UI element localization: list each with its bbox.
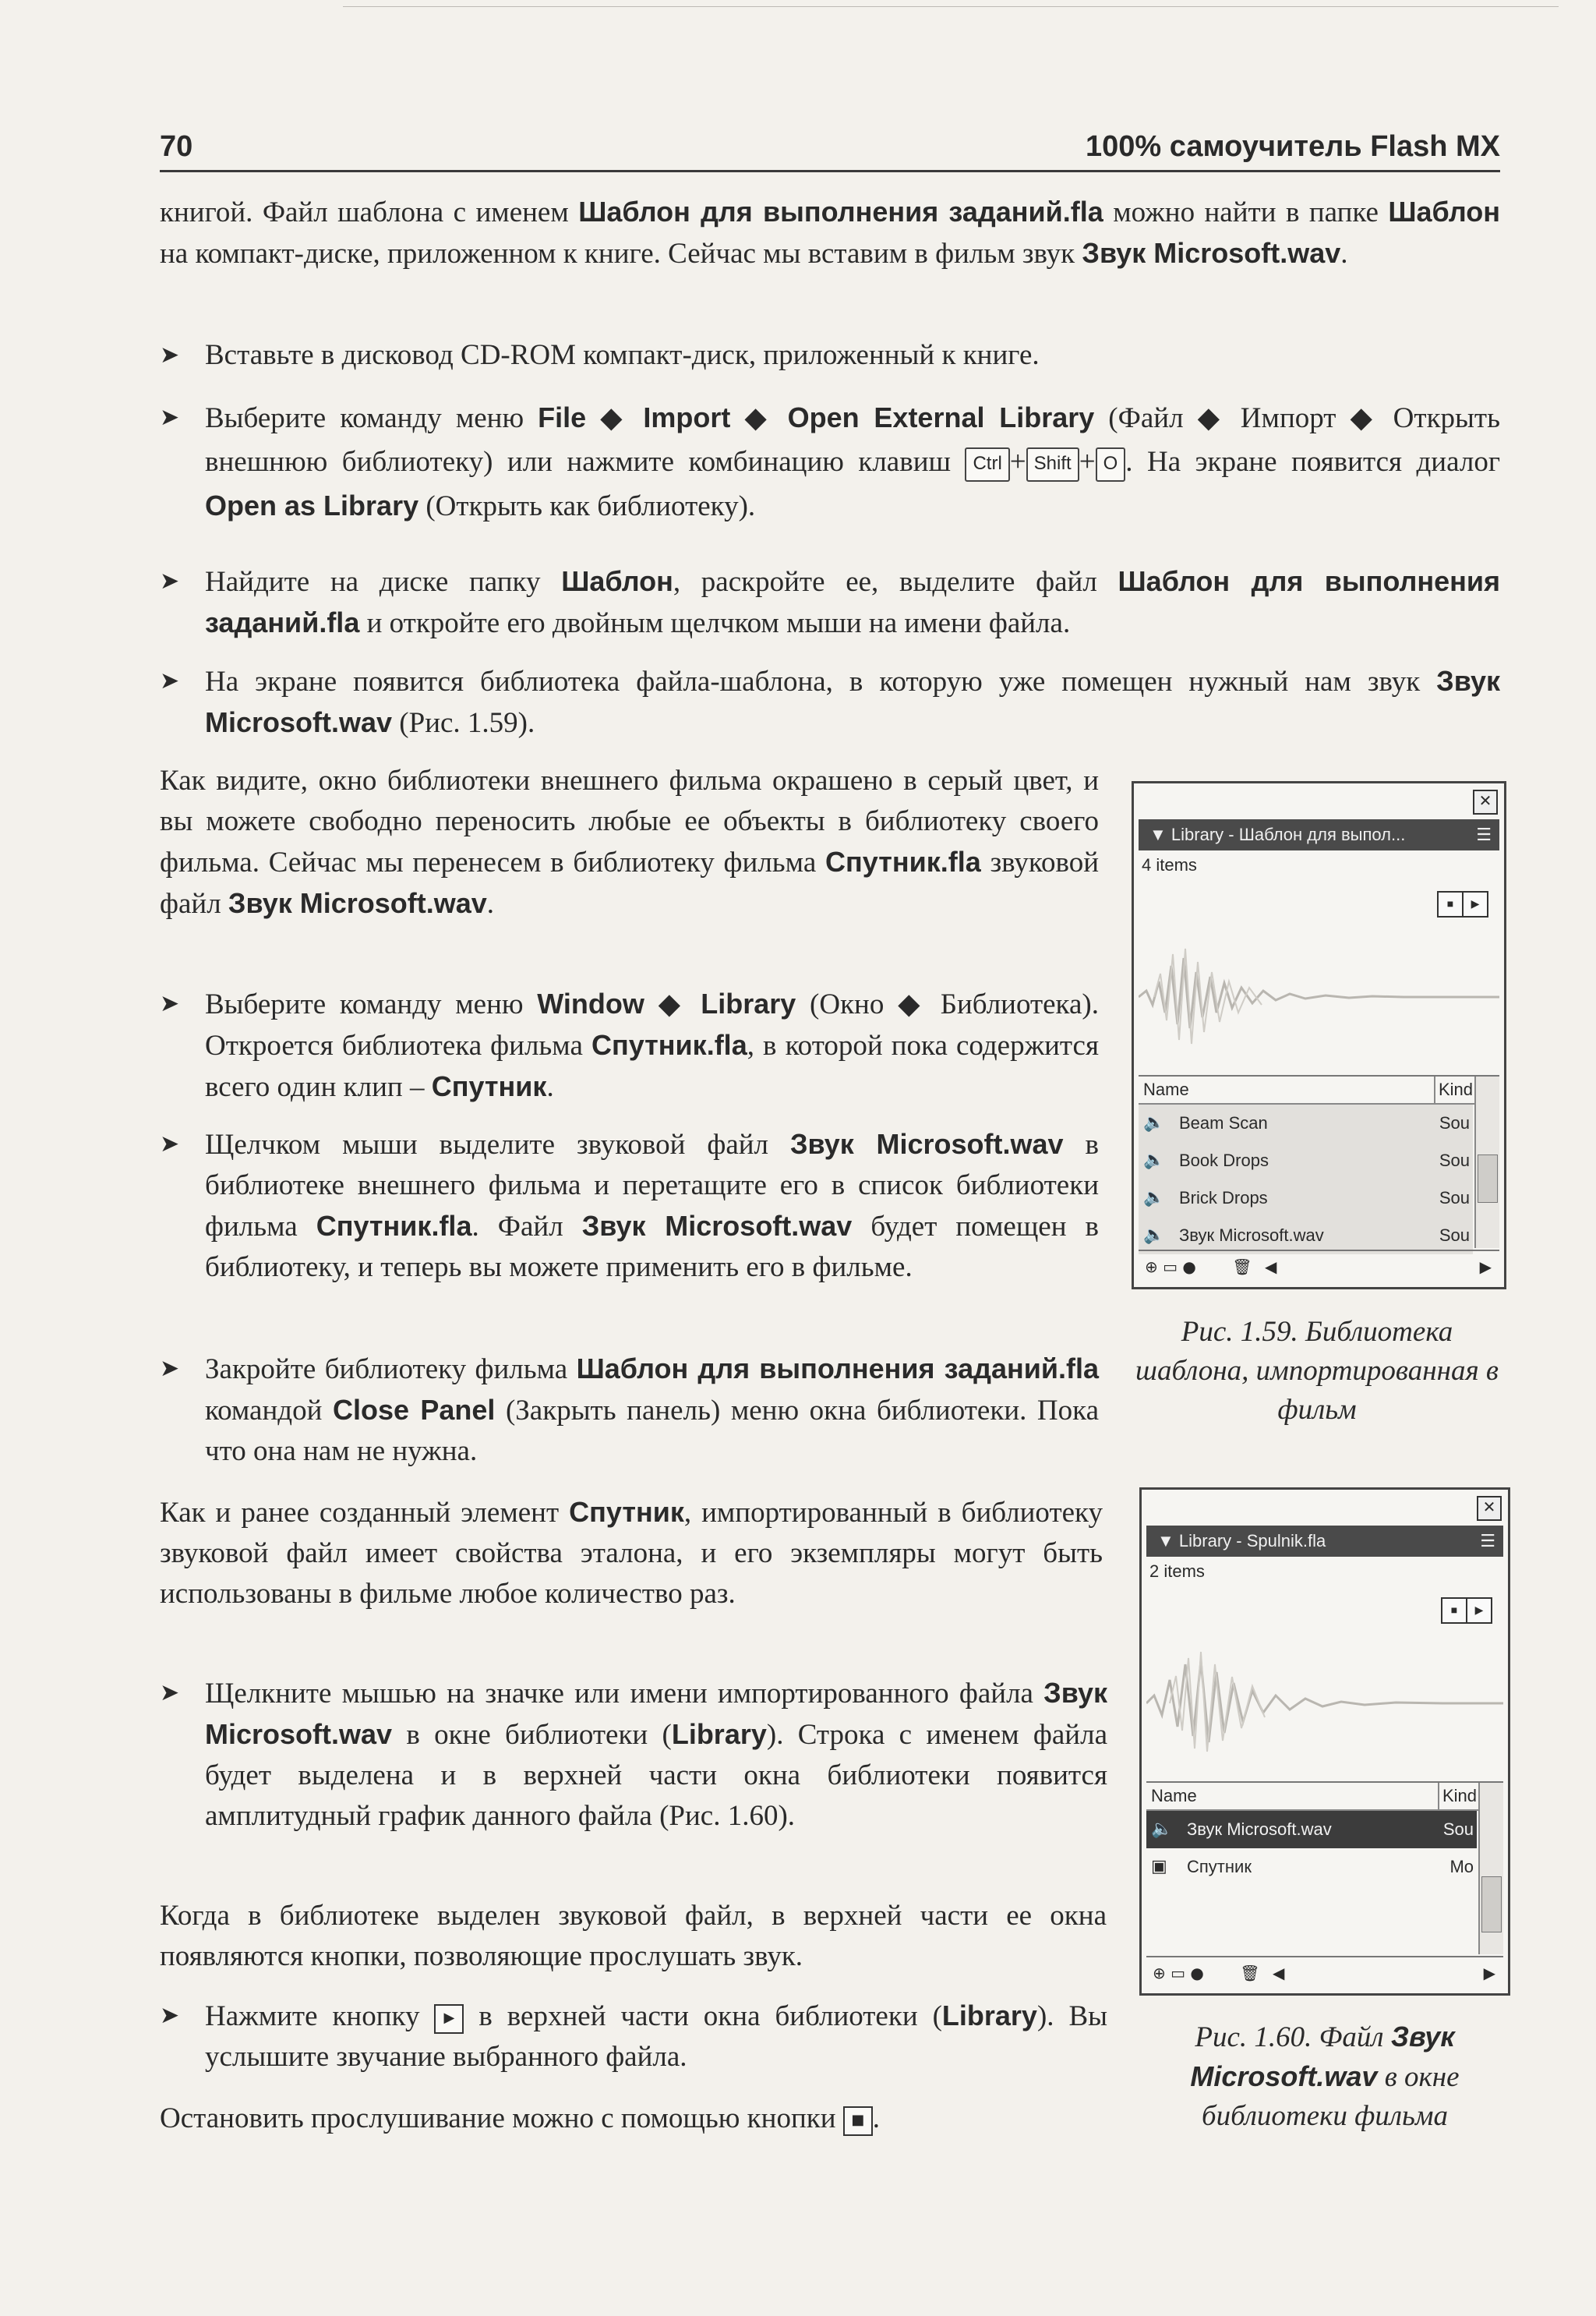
column-kind[interactable]: Kind xyxy=(1434,1077,1473,1103)
scroll-left-icon[interactable]: ◀ xyxy=(1264,1257,1277,1276)
bold-filename: Спутник.fla xyxy=(316,1210,472,1242)
item-name: Спутник xyxy=(1187,1857,1252,1876)
bold-clip: Спутник xyxy=(569,1496,684,1528)
sound-icon: 🔈 xyxy=(1151,1819,1173,1839)
text: Как видите, окно библиотеки внешнего фильма окрашено в серый цвет, и вы можете свободно переносить любые ее объекты в библиотеку своего фильма. Сейчас мы перенесем в библиотеку фильма xyxy=(160,765,1099,879)
bullet-arrow-icon: ➤ xyxy=(160,341,180,369)
menu-import: Import xyxy=(643,401,731,433)
text: звуковой файл xyxy=(160,847,1100,920)
book-title: 100% самоучитель Flash MX xyxy=(1086,130,1500,163)
sound-icon: 🔈 xyxy=(1143,1113,1165,1133)
item-kind: Sou xyxy=(1439,1113,1470,1133)
bold-filename: Шаблон для выполнения заданий.fla xyxy=(205,565,1501,638)
text: (Окно xyxy=(796,988,899,1020)
library-item[interactable] xyxy=(1139,1217,1473,1254)
waveform-preview xyxy=(1139,880,1499,1077)
stop-icon: ■ xyxy=(843,2106,873,2136)
step-press-play xyxy=(160,1996,1107,2077)
text: Вставьте в дисковод CD-ROM компакт-диск, приложенный к книге. xyxy=(205,339,1040,371)
step-library-appears xyxy=(160,661,1500,744)
text: будет помещен в библиотеку, и теперь вы можете применить его в фильме. xyxy=(205,1211,1100,1283)
bold-folder: Шаблон xyxy=(1388,196,1500,228)
text: ). Строка с именем файла будет выделена и в верхней части окна библиотеки появится амплитудный график данного файла (Рис. 1.60). xyxy=(205,1719,1107,1832)
bold-sound: Звук Microsoft.wav xyxy=(789,1128,1064,1160)
library-panel-sputnik xyxy=(1139,1487,1510,1996)
text: Закройте библиотеку фильма xyxy=(205,1353,577,1385)
text: (Файл xyxy=(1094,402,1198,434)
bold-sound: Звук Microsoft.wav xyxy=(205,665,1500,738)
text: в окне библиотеки ( xyxy=(392,1719,672,1751)
menu-library: Library xyxy=(701,988,796,1020)
page-number: 70 xyxy=(160,130,193,163)
text: Импорт xyxy=(1226,402,1351,434)
bold-sound: Звук Microsoft.wav xyxy=(581,1210,853,1242)
bold-filename: Шаблон для выполнения заданий.fla xyxy=(578,196,1103,228)
library-item[interactable] xyxy=(1139,1105,1473,1142)
stop-icon[interactable]: ■ xyxy=(1437,891,1464,918)
text: Когда в библиотеке выделен звуковой файл, в верхней части ее окна появляются кнопки, позволяющие прослушать звук. xyxy=(160,1900,1107,1972)
step-close-panel xyxy=(160,1349,1099,1472)
menu-window: Window xyxy=(537,988,644,1020)
item-kind: Sou xyxy=(1442,1819,1474,1839)
text: Открыть внешнюю библиотеку) или нажмите комбинацию клавиш xyxy=(205,402,1500,478)
item-name: Beam Scan xyxy=(1179,1113,1268,1133)
movie-clip-icon: ▣ xyxy=(1151,1857,1167,1876)
step-window-library: ➤ Выберите команду меню Window ◆ Library (Окно ◆ Библиотека). Откроется библиотека фильма Спутник.fla, в которой пока содержится всего один клип – Спутник. xyxy=(160,984,1099,1108)
menu-open-external-library: Open External Library xyxy=(787,401,1095,433)
column-header xyxy=(1139,1077,1499,1105)
trash-icon[interactable]: 🗑 xyxy=(1240,1964,1260,1982)
bold-filename: Шаблон для выполнения заданий.fla xyxy=(576,1352,1099,1384)
key-o: O xyxy=(1096,447,1126,482)
step-find-file xyxy=(160,561,1500,644)
text: Остановить прослушивание можно с помощью кнопки xyxy=(160,2102,843,2134)
step-select-sound xyxy=(160,1673,1107,1837)
bold-sound: Звук Microsoft.wav xyxy=(1190,2021,1455,2092)
play-icon[interactable]: ▶ xyxy=(1466,1597,1492,1624)
menu-file: File xyxy=(538,401,587,433)
text: , в которой пока содержится всего один клип – xyxy=(205,1030,1099,1103)
text: Как и ранее созданный элемент xyxy=(160,1497,570,1529)
bold-sound: Звук Microsoft.wav xyxy=(205,1677,1107,1750)
text: в верхней части окна библиотеки ( xyxy=(464,2000,942,2032)
properties-icon[interactable]: ● xyxy=(1190,1964,1204,1982)
running-header xyxy=(160,123,1500,172)
scroll-right-icon[interactable]: ▶ xyxy=(1479,1257,1492,1276)
item-name: Звук Microsoft.wav xyxy=(1187,1819,1332,1839)
menu-close-panel: Close Panel xyxy=(332,1394,496,1426)
panel-titlebar[interactable] xyxy=(1146,1526,1503,1557)
panel-titlebar[interactable] xyxy=(1139,819,1499,850)
item-name: Brick Drops xyxy=(1179,1188,1268,1208)
item-count: 4 items xyxy=(1142,855,1197,875)
panel-title: Library - Шаблон для выпол... xyxy=(1171,825,1406,844)
text: Выберите команду меню xyxy=(205,988,538,1020)
library-item[interactable] xyxy=(1146,1848,1477,1886)
item-kind: Mo xyxy=(1449,1857,1474,1876)
text: . На экране появится диалог xyxy=(1125,446,1500,478)
bullet-arrow-icon: ➤ xyxy=(160,667,180,695)
step-open-library: ➤ Выберите команду меню File ◆ Import ◆ Open External Library (Файл ◆ Импорт ◆ Открыть внешнюю библиотеку) или нажмите комбинацию клавиш Ctrl + Shift + O . На экране появится диалог Open as Library (Открыть как библиотеку). xyxy=(160,396,1500,529)
library-items xyxy=(1146,1811,1477,1886)
column-header xyxy=(1146,1783,1503,1811)
new-folder-icon[interactable]: ▭ xyxy=(1163,1257,1178,1276)
sound-icon: 🔈 xyxy=(1143,1151,1165,1170)
library-item[interactable] xyxy=(1139,1142,1473,1179)
text: . xyxy=(546,1071,554,1103)
new-symbol-icon[interactable]: ⊕ xyxy=(1153,1964,1166,1982)
text: (Открыть как библиотеку). xyxy=(418,490,756,522)
column-name[interactable]: Name xyxy=(1143,1080,1189,1099)
text: в окне библиотеки фильма xyxy=(1202,2061,1460,2132)
text: командой xyxy=(205,1395,333,1427)
text: в библиотеке внешнего фильма и перетащите его в список библиотеки фильма xyxy=(205,1129,1099,1243)
library-item[interactable] xyxy=(1139,1179,1473,1217)
options-menu-icon[interactable]: ☰ xyxy=(1476,825,1492,844)
text: , раскройте ее, выделите файл xyxy=(673,566,1118,598)
bold-filename: Спутник.fla xyxy=(825,846,981,878)
item-kind: Sou xyxy=(1439,1225,1470,1245)
paragraph-library-gray xyxy=(160,761,1099,925)
close-icon[interactable]: ✕ xyxy=(1473,790,1498,815)
bold-clip: Спутник xyxy=(431,1070,547,1102)
item-count: 2 items xyxy=(1149,1561,1205,1581)
sound-icon: 🔈 xyxy=(1143,1188,1165,1208)
library-panel-template xyxy=(1132,781,1506,1289)
text: . xyxy=(1340,238,1348,270)
bold-sound: Звук Microsoft.wav xyxy=(228,887,487,919)
waveform-preview xyxy=(1146,1586,1503,1783)
text: Щелчком мыши выделите звуковой файл xyxy=(205,1129,790,1161)
scroll-thumb[interactable] xyxy=(1481,1876,1502,1932)
figure-caption-1-60 xyxy=(1130,2017,1520,2136)
sound-icon: 🔈 xyxy=(1143,1225,1165,1245)
text: На экране появится библиотека файла-шаблона, в которую уже помещен нужный нам звук xyxy=(205,666,1437,698)
text: Выберите команду меню xyxy=(205,402,538,434)
collapse-triangle-icon[interactable]: ▼ xyxy=(1149,825,1167,844)
bullet-arrow-icon: ➤ xyxy=(160,1130,180,1158)
item-name: Book Drops xyxy=(1179,1151,1269,1170)
key-ctrl: Ctrl xyxy=(965,447,1009,482)
bullet-arrow-icon: ➤ xyxy=(160,990,180,1017)
text: можно найти в папке xyxy=(1103,196,1389,228)
text: . xyxy=(486,888,495,920)
scroll-thumb[interactable] xyxy=(1478,1154,1498,1203)
paragraph-symbol-properties xyxy=(160,1492,1103,1614)
item-kind: Sou xyxy=(1439,1188,1470,1208)
bullet-arrow-icon: ➤ xyxy=(160,1679,180,1706)
paragraph-stop: Остановить прослушивание можно с помощью кнопки ■ . xyxy=(160,2102,881,2134)
panel-title: Library - Spulnik.fla xyxy=(1178,1531,1326,1550)
bold-filename: Спутник.fla xyxy=(591,1029,747,1061)
play-icon[interactable]: ▶ xyxy=(1462,891,1488,918)
stop-icon[interactable]: ■ xyxy=(1441,1597,1467,1624)
figure-caption-1-59: Рис. 1.59. Библиотека шаблона, импортированная в фильм xyxy=(1135,1316,1499,1426)
text: (Рис. 1.59). xyxy=(392,707,535,739)
close-icon[interactable]: ✕ xyxy=(1477,1496,1502,1521)
bullet-arrow-icon: ➤ xyxy=(160,568,180,595)
column-name[interactable]: Name xyxy=(1151,1786,1197,1805)
item-name: Звук Microsoft.wav xyxy=(1179,1225,1324,1245)
text: и откройте его двойным щелчком мыши на имени файла. xyxy=(359,607,1071,639)
scroll-right-icon[interactable]: ▶ xyxy=(1483,1964,1495,1982)
properties-icon[interactable]: ● xyxy=(1182,1257,1196,1276)
text: книгой. Файл шаблона с именем xyxy=(160,196,579,228)
vertical-scrollbar[interactable] xyxy=(1478,1783,1503,1954)
dialog-name: Open as Library xyxy=(205,490,419,522)
scan-edge-line xyxy=(343,6,1559,7)
key-shift: Shift xyxy=(1026,447,1079,482)
paragraph-play-buttons xyxy=(160,1896,1107,1977)
text: , импортированный в библиотеку звуковой файл имеет свойства эталона, и его экземпляры могут быть использованы в фильме любое количество раз. xyxy=(160,1497,1103,1610)
bold-library: Library xyxy=(671,1718,767,1750)
step-drag-sound xyxy=(160,1124,1099,1288)
item-kind: Sou xyxy=(1439,1151,1470,1170)
bullet-arrow-icon: ➤ xyxy=(160,1355,180,1382)
text: Рис. 1.60. Файл xyxy=(1195,2021,1391,2053)
column-kind[interactable]: Kind xyxy=(1438,1783,1477,1809)
step-insert-cd xyxy=(160,335,1500,376)
bold-folder: Шаблон xyxy=(561,565,673,597)
text: Нажмите кнопку xyxy=(205,2000,435,2032)
collapse-triangle-icon[interactable]: ▼ xyxy=(1157,1531,1174,1550)
new-symbol-icon[interactable]: ⊕ xyxy=(1145,1257,1158,1276)
text: Библиотека). Откроется библиотека фильма xyxy=(205,988,1099,1062)
vertical-scrollbar[interactable] xyxy=(1474,1077,1499,1248)
bullet-arrow-icon: ➤ xyxy=(160,2002,180,2029)
bold-sound: Звук Microsoft.wav xyxy=(1082,237,1341,269)
intro-paragraph xyxy=(160,192,1500,274)
scroll-left-icon[interactable]: ◀ xyxy=(1272,1964,1285,1982)
text: Найдите на диске папку xyxy=(205,566,562,598)
text: . Файл xyxy=(471,1211,582,1243)
plus: + xyxy=(1009,446,1026,478)
panel-footer xyxy=(1146,1956,1503,1989)
play-icon: ▶ xyxy=(434,2004,464,2034)
trash-icon[interactable]: 🗑 xyxy=(1232,1257,1252,1276)
plus: + xyxy=(1079,446,1096,478)
library-items xyxy=(1139,1105,1473,1254)
text: на компакт-диске, приложенном к книге. Сейчас мы вставим в фильм звук xyxy=(160,238,1082,270)
new-folder-icon[interactable]: ▭ xyxy=(1171,1964,1186,1982)
text: (Закрыть панель) меню окна библиотеки. Пока что она нам не нужна. xyxy=(205,1395,1099,1467)
text: ). Вы услышите звучание выбранного файла. xyxy=(205,2000,1108,2073)
preview-controls xyxy=(1442,1597,1492,1624)
library-item-selected[interactable] xyxy=(1146,1811,1477,1848)
text: Щелкните мышью на значке или имени импортированного файла xyxy=(205,1678,1044,1710)
bold-library: Library xyxy=(941,2000,1037,2031)
panel-footer xyxy=(1139,1250,1499,1282)
options-menu-icon[interactable]: ☰ xyxy=(1480,1531,1495,1550)
preview-controls xyxy=(1439,891,1488,918)
bullet-arrow-icon: ➤ xyxy=(160,404,180,431)
